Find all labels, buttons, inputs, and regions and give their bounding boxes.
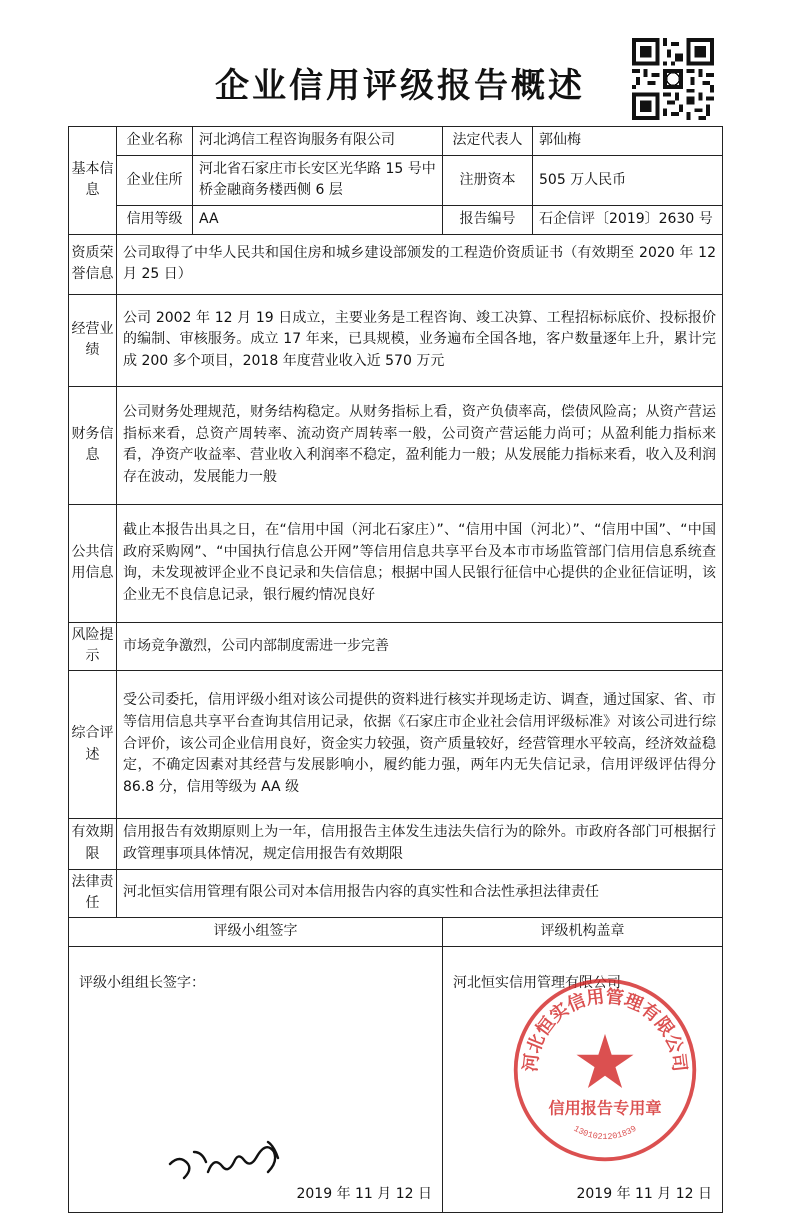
qr-code-icon	[632, 38, 714, 120]
company-name-label: 企业名称	[117, 127, 193, 156]
credit-report-table	[68, 126, 723, 1213]
agency-seal-cell	[443, 946, 723, 1212]
section-performance-row	[69, 294, 723, 386]
agency-seal-date: 2019 年 11 月 12 日	[576, 1185, 712, 1202]
company-name-value: 河北鸿信工程咨询服务有限公司	[193, 127, 443, 156]
group-signature-date: 2019 年 11 月 12 日	[296, 1185, 432, 1202]
category-qualification: 资质荣誉信息	[69, 234, 117, 294]
address-label: 企业住所	[117, 155, 193, 205]
group-signature-cell	[69, 946, 443, 1212]
signature-row	[69, 946, 723, 1212]
section-risk-row	[69, 622, 723, 670]
svg-text:信用报告专用章: 信用报告专用章	[548, 1098, 662, 1118]
report-no-label: 报告编号	[443, 206, 533, 235]
group-signature-header: 评级小组签字	[69, 917, 443, 946]
address-value: 河北省石家庄市长安区光华路 15 号中桥金融商务楼西侧 6 层	[193, 155, 443, 205]
signature-header-row	[69, 917, 723, 946]
rating-label: 信用等级	[117, 206, 193, 235]
capital-value: 505 万人民币	[533, 155, 723, 205]
agency-seal-header: 评级机构盖章	[443, 917, 723, 946]
section-summary-row	[69, 671, 723, 819]
agency-name-label: 河北恒实信用管理有限公司	[453, 974, 621, 991]
official-seal-stamp	[510, 975, 700, 1165]
category-performance: 经营业绩	[69, 294, 117, 386]
summary-text: 受公司委托，信用评级小组对该公司提供的资料进行核实并现场走访、调查，通过国家、省、市等信用信息共享平台查询其信用记录，依据《石家庄市企业社会信用评级标准》对该公司进行综合评价，该公司企业信用良好，资金实力较强，资产质量较好，经营管理水平较高，经济效益稳定，不确定因素对其经营与发展影响小，履约能力强，两年内无失信记录，信用评级评估得分 86.8 分，信用等级为 AA 级	[117, 671, 723, 819]
qualification-text: 公司取得了中华人民共和国住房和城乡建设部颁发的工程造价资质证书（有效期至 2020 年 12 月 25 日）	[117, 234, 723, 294]
category-basic-info: 基本信息	[69, 127, 117, 235]
public-credit-text: 截止本报告出具之日，在“信用中国（河北石家庄）”、“信用中国（河北）”、“信用中国”、“中国政府采购网”、“中国执行信息公开网”等信用信息共享平台及本市市场监管部门信用信息系统查询，未发现被评企业不良记录和失信信息；根据中国人民银行征信中心提供的企业征信证明，该企业无不良信息记录，银行履约情况良好	[117, 504, 723, 622]
section-public-credit-row	[69, 504, 723, 622]
legal-rep-label: 法定代表人	[443, 127, 533, 156]
risk-text: 市场竞争激烈，公司内部制度需进一步完善	[117, 622, 723, 670]
section-qualification-row	[69, 234, 723, 294]
category-validity: 有效期限	[69, 819, 117, 869]
validity-text: 信用报告有效期原则上为一年，信用报告主体发生违法失信行为的除外。市政府各部门可根据行政管理事项具体情况，规定信用报告有效期限	[117, 819, 723, 869]
category-public-credit: 公共信用信息	[69, 504, 117, 622]
svg-text:1301021201839: 1301021201839	[571, 1123, 639, 1142]
category-legal: 法律责任	[69, 869, 117, 917]
finance-text: 公司财务处理规范，财务结构稳定。从财务指标上看，资产负债率高，偿债风险高；从资产营运指标来看，总资产周转率、流动资产周转率一般，公司资产营运能力尚可；从盈利能力指标来看，净资产收益率、营业收入利润率不稳定，盈利能力一般；从发展能力指标来看，收入及利润存在波动，发展能力一般	[117, 386, 723, 504]
legal-text: 河北恒实信用管理有限公司对本信用报告内容的真实性和合法性承担法律责任	[117, 869, 723, 917]
capital-label: 注册资本	[443, 155, 533, 205]
section-legal-row	[69, 869, 723, 917]
rating-value: AA	[193, 206, 443, 235]
basic-info-row-3	[69, 206, 723, 235]
category-finance: 财务信息	[69, 386, 117, 504]
leader-signature-label: 评级小组组长签字：	[79, 974, 205, 991]
legal-rep-value: 郭仙梅	[533, 127, 723, 156]
section-validity-row	[69, 819, 723, 869]
basic-info-row-2	[69, 155, 723, 205]
basic-info-row-1	[69, 127, 723, 156]
handwritten-signature	[164, 1122, 294, 1192]
performance-text: 公司 2002 年 12 月 19 日成立，主要业务是工程咨询、竣工决算、工程招标标底价、投标报价的编制、审核服务。成立 17 年来，已具规模，业务遍布全国各地，客户数量逐年上升，累计完成 200 多个项目，2018 年度营业收入近 570 万元	[117, 294, 723, 386]
svg-text:河北恒实信用管理有限公司: 河北恒实信用管理有限公司	[520, 985, 690, 1073]
report-no-value: 石企信评〔2019〕2630 号	[533, 206, 723, 235]
page-title: 企业信用评级报告概述	[215, 66, 585, 106]
category-risk: 风险提示	[69, 622, 117, 670]
section-finance-row	[69, 386, 723, 504]
category-summary: 综合评述	[69, 671, 117, 819]
